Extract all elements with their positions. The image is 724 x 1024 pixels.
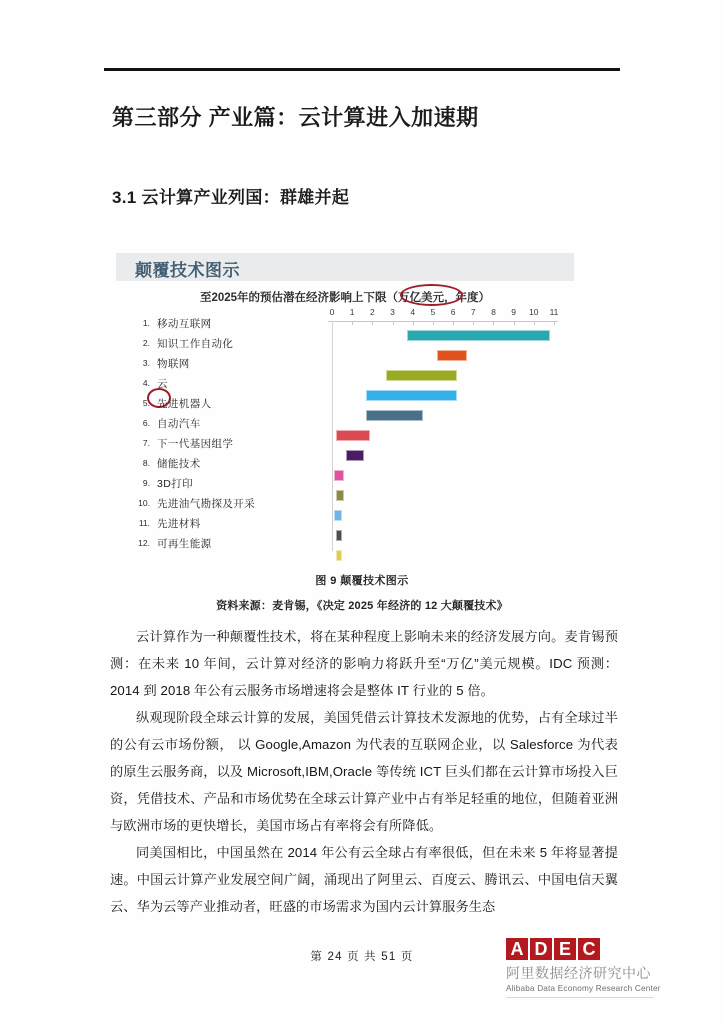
category-label: 下一代基因组学 xyxy=(157,437,234,450)
bar-series xyxy=(328,327,558,555)
figure-source: 资料来源：麦肯锡，《决定 2025 年经济的 12 大颠覆技术》 xyxy=(216,600,508,612)
bar-lane xyxy=(328,407,558,427)
category-row xyxy=(130,493,330,513)
category-label: 先进油气勘探及开采 xyxy=(157,497,256,510)
logo-name-cn: 阿里数据经济研究中心 xyxy=(506,965,651,981)
bar-lane xyxy=(328,347,558,367)
category-index: 4. xyxy=(142,378,150,388)
category-index: 5. xyxy=(142,398,150,408)
x-tick-label: 9 xyxy=(511,307,516,317)
category-row xyxy=(130,473,330,493)
logo-letter: E xyxy=(554,938,576,960)
category-index: 3. xyxy=(142,358,150,368)
category-label: 移动互联网 xyxy=(157,317,212,330)
category-index: 7. xyxy=(142,438,150,448)
logo-letter-blocks xyxy=(506,938,656,960)
range-bar xyxy=(336,430,370,441)
category-index: 10. xyxy=(138,498,150,508)
range-bar xyxy=(346,450,364,461)
category-label: 云 xyxy=(157,377,168,390)
x-axis-tick-labels xyxy=(328,307,558,320)
x-tick-mark xyxy=(433,321,434,325)
category-index: 8. xyxy=(142,458,150,468)
x-tick-mark xyxy=(372,321,373,325)
range-bar xyxy=(336,550,342,561)
x-tick-mark xyxy=(514,321,515,325)
x-tick-label: 0 xyxy=(329,307,335,317)
category-label: 储能技术 xyxy=(157,457,201,470)
category-row xyxy=(130,413,330,433)
logo-name-en: Alibaba Data Economy Research Center xyxy=(506,984,661,993)
range-bar-chart xyxy=(116,307,574,555)
x-tick-label: 3 xyxy=(390,307,395,317)
range-bar xyxy=(366,410,423,421)
category-label: 物联网 xyxy=(157,357,190,370)
range-bar xyxy=(334,510,342,521)
figure-disruptive-technologies xyxy=(116,253,574,561)
subsection-heading: 3.1 云计算产业列国：群雄并起 xyxy=(112,188,350,207)
body-text xyxy=(110,623,618,920)
x-tick-mark xyxy=(352,321,353,325)
x-axis-line xyxy=(328,321,558,322)
range-bar xyxy=(334,470,344,481)
range-bar xyxy=(437,350,467,361)
x-tick-label: 8 xyxy=(491,307,496,317)
body-paragraph: 同美国相比，中国虽然在 2014 年公有云全球占有率很低，但在未来 5 年将显著提速。中国云计算产业发展空间广阔，涌现出了阿里云、百度云、腾讯云、中国电信天翼云、华为云等产业推动者，旺盛的市场需求为国内云计算服务生态 xyxy=(110,845,618,914)
category-row xyxy=(130,353,330,373)
x-tick-label: 1 xyxy=(349,307,355,317)
category-label: 自动汽车 xyxy=(157,417,201,430)
range-bar xyxy=(386,370,457,381)
body-paragraph: 纵观现阶段全球云计算的发展，美国凭借云计算技术发源地的优势，占有全球过半的公有云市场份额， 以 Google,Amazon 为代表的互联网企业，以 Salesforce 为代表的原生云服务商，以及 Microsoft,IBM,Oracle 等传统 ICT 巨头们都在云计算市场投入巨资，凭借技术、产品和市场优势在全球云计算产业中占有举足轻重的地位，但随着亚洲与欧洲市场的更快增长，美国市场占有率将会有所降低。 xyxy=(110,710,618,833)
logo-letter: D xyxy=(530,938,552,960)
bar-lane xyxy=(328,387,558,407)
category-row xyxy=(130,533,330,553)
range-bar xyxy=(407,330,550,341)
plot-area xyxy=(328,307,558,555)
bar-lane xyxy=(328,327,558,347)
category-row xyxy=(130,333,330,353)
x-tick-mark xyxy=(393,321,394,325)
x-tick-mark xyxy=(534,321,535,325)
category-row xyxy=(130,453,330,473)
range-bar xyxy=(336,530,342,541)
category-label: 先进材料 xyxy=(157,517,201,530)
x-tick-label: 2 xyxy=(369,307,375,317)
category-index: 1. xyxy=(142,318,150,328)
x-tick-label: 4 xyxy=(410,307,416,317)
x-tick-label: 5 xyxy=(430,307,436,317)
category-label: 3D打印 xyxy=(157,477,194,490)
bar-lane xyxy=(328,447,558,467)
bar-lane xyxy=(328,547,558,567)
logo-letter: A xyxy=(506,938,528,960)
x-tick-label: 11 xyxy=(549,307,559,317)
category-index: 11. xyxy=(138,518,150,528)
range-bar xyxy=(366,390,457,401)
adec-logo xyxy=(506,938,661,998)
x-tick-mark xyxy=(554,321,555,325)
x-tick-mark xyxy=(413,321,414,325)
bar-lane xyxy=(328,367,558,387)
x-tick-mark xyxy=(493,321,494,325)
category-row xyxy=(130,313,330,333)
category-row xyxy=(130,513,330,533)
x-tick-mark xyxy=(453,321,454,325)
logo-letter: C xyxy=(578,938,600,960)
x-tick-label: 6 xyxy=(450,307,456,317)
bar-lane xyxy=(328,527,558,547)
x-tick-label: 10 xyxy=(529,307,539,317)
header-rule xyxy=(104,68,620,71)
page-number-indicator: 第 24 页 共 51 页 xyxy=(310,951,414,963)
figure-band-title: 颠覆技术图示 xyxy=(135,261,240,280)
category-row xyxy=(130,373,330,393)
figure-subtitle: 至2025年的预估潜在经济影响上下限（万亿美元，年度） xyxy=(199,292,491,304)
x-tick-mark xyxy=(473,321,474,325)
category-label: 可再生能源 xyxy=(157,537,212,550)
bar-lane xyxy=(328,487,558,507)
category-index: 9. xyxy=(142,478,150,488)
bar-lane xyxy=(328,507,558,527)
x-tick-label: 7 xyxy=(470,307,476,317)
logo-divider xyxy=(506,997,654,998)
page-title: 第三部分 产业篇：云计算进入加速期 xyxy=(112,105,479,130)
category-index: 6. xyxy=(142,418,150,428)
bar-lane xyxy=(328,427,558,447)
figure-caption: 图 9 颠覆技术图示 xyxy=(315,575,409,587)
body-paragraph: 云计算作为一种颠覆性技术，将在某种程度上影响未来的经济发展方向。麦肯锡预测：在未来 10 年间，云计算对经济的影响力将跃升至“万亿”美元规模。IDC 预测：2014 到 2018 年公有云服务市场增速将会是整体 IT 行业的 5 倍。 xyxy=(110,629,618,698)
category-label: 先进机器人 xyxy=(157,397,212,410)
category-label: 知识工作自动化 xyxy=(157,337,234,350)
category-row xyxy=(130,393,330,413)
category-index: 12. xyxy=(138,538,150,548)
category-label-list xyxy=(130,313,330,553)
category-index: 2. xyxy=(142,338,150,348)
category-row xyxy=(130,433,330,453)
range-bar xyxy=(336,490,344,501)
bar-lane xyxy=(328,467,558,487)
